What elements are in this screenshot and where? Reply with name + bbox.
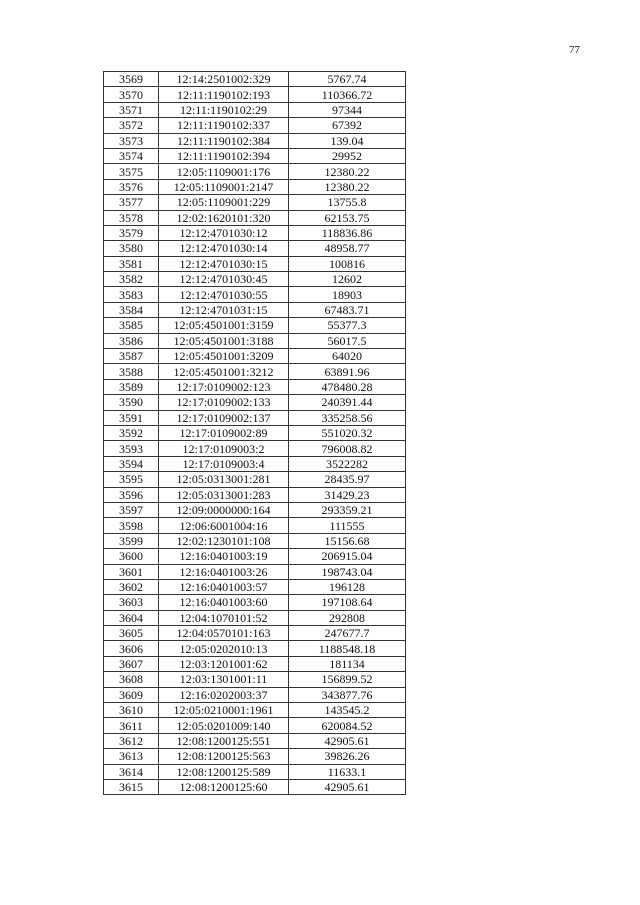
row-number-cell: 3603 xyxy=(104,595,159,610)
row-number-cell: 3582 xyxy=(104,272,159,287)
table-row xyxy=(104,148,406,163)
value-cell: 56017.5 xyxy=(289,333,406,348)
value-cell: 42905.61 xyxy=(289,779,406,794)
table-row xyxy=(104,72,406,87)
table-row xyxy=(104,779,406,794)
row-number-cell: 3578 xyxy=(104,210,159,225)
table-row xyxy=(104,364,406,379)
row-number-cell: 3576 xyxy=(104,179,159,194)
value-cell: 293359.21 xyxy=(289,502,406,517)
table-row xyxy=(104,272,406,287)
table-row xyxy=(104,549,406,564)
cadastral-number-cell: 12:12:4701030:14 xyxy=(159,241,289,256)
table-row xyxy=(104,456,406,471)
table-row xyxy=(104,318,406,333)
value-cell: 29952 xyxy=(289,148,406,163)
value-cell: 143545.2 xyxy=(289,703,406,718)
cadastral-number-cell: 12:09:0000000:164 xyxy=(159,502,289,517)
table-row xyxy=(104,749,406,764)
value-cell: 97344 xyxy=(289,102,406,117)
row-number-cell: 3574 xyxy=(104,148,159,163)
cadastral-number-cell: 12:11:1190102:337 xyxy=(159,118,289,133)
cadastral-number-cell: 12:03:1201001:62 xyxy=(159,656,289,671)
table-row xyxy=(104,133,406,148)
cadastral-number-cell: 12:05:1109001:176 xyxy=(159,164,289,179)
value-cell: 206915.04 xyxy=(289,549,406,564)
table-row xyxy=(104,302,406,317)
cadastral-number-cell: 12:05:4501001:3159 xyxy=(159,318,289,333)
row-number-cell: 3596 xyxy=(104,487,159,502)
row-number-cell: 3608 xyxy=(104,672,159,687)
cadastral-number-cell: 12:11:1190102:29 xyxy=(159,102,289,117)
table-row xyxy=(104,579,406,594)
cadastral-number-cell: 12:11:1190102:193 xyxy=(159,87,289,102)
value-cell: 28435.97 xyxy=(289,472,406,487)
value-cell: 181134 xyxy=(289,656,406,671)
cadastral-number-cell: 12:16:0401003:19 xyxy=(159,549,289,564)
row-number-cell: 3600 xyxy=(104,549,159,564)
row-number-cell: 3589 xyxy=(104,379,159,394)
cadastral-number-cell: 12:17:0109002:137 xyxy=(159,410,289,425)
cadastral-number-cell: 12:06:6001004:16 xyxy=(159,518,289,533)
cadastral-number-cell: 12:05:0313001:281 xyxy=(159,472,289,487)
table-row xyxy=(104,764,406,779)
cadastral-number-cell: 12:16:0401003:60 xyxy=(159,595,289,610)
value-cell: 198743.04 xyxy=(289,564,406,579)
row-number-cell: 3580 xyxy=(104,241,159,256)
row-number-cell: 3573 xyxy=(104,133,159,148)
cadastral-number-cell: 12:05:1109001:229 xyxy=(159,195,289,210)
row-number-cell: 3590 xyxy=(104,395,159,410)
cadastral-number-cell: 12:16:0401003:26 xyxy=(159,564,289,579)
table-row xyxy=(104,102,406,117)
cadastral-number-cell: 12:05:0201009:140 xyxy=(159,718,289,733)
value-cell: 63891.96 xyxy=(289,364,406,379)
cadastral-number-cell: 12:12:4701030:15 xyxy=(159,256,289,271)
row-number-cell: 3604 xyxy=(104,610,159,625)
value-cell: 39826.26 xyxy=(289,749,406,764)
value-cell: 620084.52 xyxy=(289,718,406,733)
row-number-cell: 3611 xyxy=(104,718,159,733)
row-number-cell: 3581 xyxy=(104,256,159,271)
row-number-cell: 3583 xyxy=(104,287,159,302)
value-cell: 335258.56 xyxy=(289,410,406,425)
row-number-cell: 3572 xyxy=(104,118,159,133)
table-row xyxy=(104,379,406,394)
cadastral-number-cell: 12:05:1109001:2147 xyxy=(159,179,289,194)
cadastral-number-cell: 12:17:0109003:2 xyxy=(159,441,289,456)
value-cell: 13755.8 xyxy=(289,195,406,210)
value-cell: 12380.22 xyxy=(289,164,406,179)
table-row xyxy=(104,595,406,610)
table-row xyxy=(104,533,406,548)
value-cell: 240391.44 xyxy=(289,395,406,410)
value-cell: 15156.68 xyxy=(289,533,406,548)
value-cell: 55377.3 xyxy=(289,318,406,333)
value-cell: 62153.75 xyxy=(289,210,406,225)
value-cell: 12602 xyxy=(289,272,406,287)
table-row xyxy=(104,487,406,502)
cadastral-number-cell: 12:08:1200125:589 xyxy=(159,764,289,779)
cadastral-number-cell: 12:14:2501002:329 xyxy=(159,72,289,87)
table-row xyxy=(104,179,406,194)
row-number-cell: 3594 xyxy=(104,456,159,471)
row-number-cell: 3598 xyxy=(104,518,159,533)
value-cell: 247677.7 xyxy=(289,626,406,641)
cadastral-number-cell: 12:16:0401003:57 xyxy=(159,579,289,594)
cadastral-number-cell: 12:11:1190102:394 xyxy=(159,148,289,163)
table-row xyxy=(104,703,406,718)
cadastral-number-cell: 12:05:4501001:3212 xyxy=(159,364,289,379)
row-number-cell: 3612 xyxy=(104,733,159,748)
table-row xyxy=(104,518,406,533)
cadastral-number-cell: 12:05:0210001:1961 xyxy=(159,703,289,718)
row-number-cell: 3601 xyxy=(104,564,159,579)
value-cell: 3522282 xyxy=(289,456,406,471)
table-row xyxy=(104,672,406,687)
cadastral-number-cell: 12:12:4701030:12 xyxy=(159,225,289,240)
table-row xyxy=(104,118,406,133)
table-row xyxy=(104,195,406,210)
row-number-cell: 3591 xyxy=(104,410,159,425)
value-cell: 139.04 xyxy=(289,133,406,148)
value-cell: 156899.52 xyxy=(289,672,406,687)
table-row xyxy=(104,395,406,410)
value-cell: 1188548.18 xyxy=(289,641,406,656)
cadastral-number-cell: 12:17:0109002:89 xyxy=(159,425,289,440)
cadastral-number-cell: 12:17:0109002:133 xyxy=(159,395,289,410)
table-row xyxy=(104,472,406,487)
table-row xyxy=(104,564,406,579)
table-row xyxy=(104,718,406,733)
cadastral-number-cell: 12:12:4701030:45 xyxy=(159,272,289,287)
row-number-cell: 3610 xyxy=(104,703,159,718)
table-row xyxy=(104,225,406,240)
cadastral-number-cell: 12:05:0202010:13 xyxy=(159,641,289,656)
row-number-cell: 3570 xyxy=(104,87,159,102)
cadastral-number-cell: 12:04:0570101:163 xyxy=(159,626,289,641)
row-number-cell: 3614 xyxy=(104,764,159,779)
row-number-cell: 3579 xyxy=(104,225,159,240)
row-number-cell: 3585 xyxy=(104,318,159,333)
value-cell: 551020.32 xyxy=(289,425,406,440)
table-row xyxy=(104,641,406,656)
table-row xyxy=(104,164,406,179)
row-number-cell: 3607 xyxy=(104,656,159,671)
cadastral-number-cell: 12:11:1190102:384 xyxy=(159,133,289,148)
table-row xyxy=(104,687,406,702)
cadastral-number-cell: 12:17:0109002:123 xyxy=(159,379,289,394)
value-cell: 118836.86 xyxy=(289,225,406,240)
value-cell: 42905.61 xyxy=(289,733,406,748)
value-cell: 111555 xyxy=(289,518,406,533)
table-row xyxy=(104,610,406,625)
row-number-cell: 3569 xyxy=(104,72,159,87)
row-number-cell: 3597 xyxy=(104,502,159,517)
cadastral-number-cell: 12:05:4501001:3209 xyxy=(159,349,289,364)
cadastral-number-cell: 12:02:1620101:320 xyxy=(159,210,289,225)
cadastral-number-cell: 12:12:4701031:15 xyxy=(159,302,289,317)
table-row xyxy=(104,287,406,302)
value-cell: 67392 xyxy=(289,118,406,133)
value-cell: 31429.23 xyxy=(289,487,406,502)
table-row xyxy=(104,210,406,225)
value-cell: 196128 xyxy=(289,579,406,594)
row-number-cell: 3588 xyxy=(104,364,159,379)
row-number-cell: 3615 xyxy=(104,779,159,794)
table-row xyxy=(104,656,406,671)
row-number-cell: 3587 xyxy=(104,349,159,364)
cadastral-number-cell: 12:08:1200125:551 xyxy=(159,733,289,748)
value-cell: 110366.72 xyxy=(289,87,406,102)
table-row xyxy=(104,733,406,748)
row-number-cell: 3577 xyxy=(104,195,159,210)
row-number-cell: 3584 xyxy=(104,302,159,317)
row-number-cell: 3595 xyxy=(104,472,159,487)
table-row xyxy=(104,425,406,440)
value-cell: 796008.82 xyxy=(289,441,406,456)
row-number-cell: 3592 xyxy=(104,425,159,440)
value-cell: 478480.28 xyxy=(289,379,406,394)
value-cell: 67483.71 xyxy=(289,302,406,317)
table-row xyxy=(104,87,406,102)
table-body xyxy=(104,72,406,795)
table-row xyxy=(104,502,406,517)
value-cell: 64020 xyxy=(289,349,406,364)
table-row xyxy=(104,349,406,364)
cadastral-number-cell: 12:03:1301001:11 xyxy=(159,672,289,687)
cadastral-number-cell: 12:12:4701030:55 xyxy=(159,287,289,302)
page-number: 77 xyxy=(569,44,580,56)
cadastral-number-cell: 12:08:1200125:60 xyxy=(159,779,289,794)
cadastral-number-cell: 12:05:4501001:3188 xyxy=(159,333,289,348)
cadastral-number-cell: 12:02:1230101:108 xyxy=(159,533,289,548)
data-table xyxy=(103,71,406,795)
table-row xyxy=(104,256,406,271)
table-row xyxy=(104,441,406,456)
row-number-cell: 3609 xyxy=(104,687,159,702)
cadastral-number-cell: 12:16:0202003:37 xyxy=(159,687,289,702)
table-row xyxy=(104,333,406,348)
row-number-cell: 3571 xyxy=(104,102,159,117)
row-number-cell: 3593 xyxy=(104,441,159,456)
value-cell: 100816 xyxy=(289,256,406,271)
row-number-cell: 3599 xyxy=(104,533,159,548)
value-cell: 12380.22 xyxy=(289,179,406,194)
cadastral-number-cell: 12:05:0313001:283 xyxy=(159,487,289,502)
value-cell: 48958.77 xyxy=(289,241,406,256)
value-cell: 11633.1 xyxy=(289,764,406,779)
value-cell: 18903 xyxy=(289,287,406,302)
value-cell: 197108.64 xyxy=(289,595,406,610)
table-row xyxy=(104,241,406,256)
value-cell: 5767.74 xyxy=(289,72,406,87)
cadastral-number-cell: 12:17:0109003:4 xyxy=(159,456,289,471)
table-row xyxy=(104,410,406,425)
row-number-cell: 3605 xyxy=(104,626,159,641)
row-number-cell: 3575 xyxy=(104,164,159,179)
row-number-cell: 3586 xyxy=(104,333,159,348)
cadastral-number-cell: 12:04:1070101:52 xyxy=(159,610,289,625)
row-number-cell: 3613 xyxy=(104,749,159,764)
cadastral-number-cell: 12:08:1200125:563 xyxy=(159,749,289,764)
value-cell: 292808 xyxy=(289,610,406,625)
row-number-cell: 3606 xyxy=(104,641,159,656)
table-row xyxy=(104,626,406,641)
value-cell: 343877.76 xyxy=(289,687,406,702)
row-number-cell: 3602 xyxy=(104,579,159,594)
